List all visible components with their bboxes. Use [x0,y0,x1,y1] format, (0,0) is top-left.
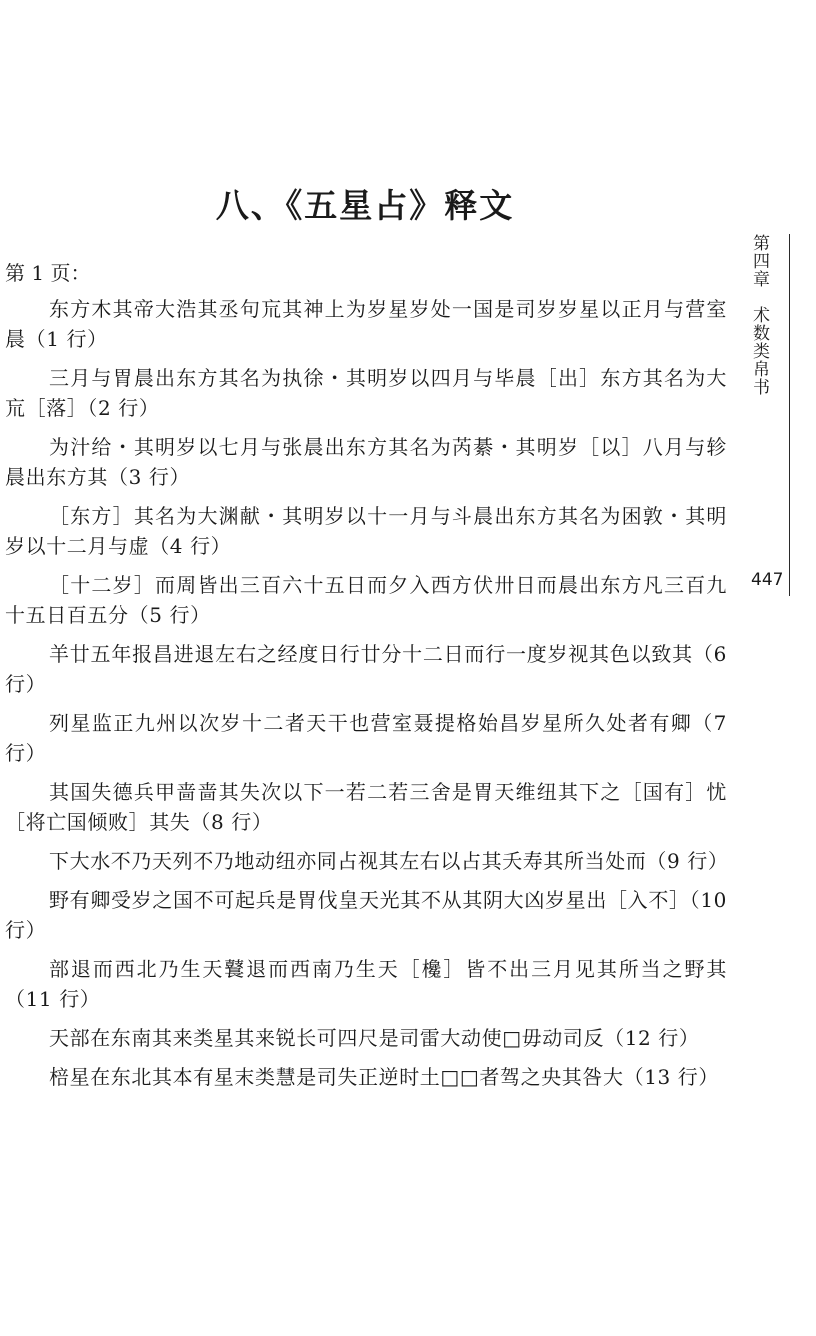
transcription-line: 列星监正九州以次岁十二者天干也营室聂提格始昌岁星所久处者有卿（7 行） [5,711,727,765]
transcription-line: 三月与胃晨出东方其名为执徐・其明岁以四月与毕晨［出］东方其名为大巟［落］（2 行） [5,366,727,420]
transcription-line: 部退而西北乃生天鼚退而西南乃生天［欃］皆不出三月见其所当之野其（11 行） [5,957,727,1011]
chapter-label: 第四章 术数类帛书 [749,234,769,396]
page-title: 八、《五星占》释文 [215,186,515,225]
transcription-line: ［东方］其名为大渊献・其明岁以十一月与斗晨出东方其名为困敦・其明岁以十二月与虚（4 行） [5,504,727,558]
transcription-line: 为汁给・其明岁以七月与张晨出东方其名为芮綦・其明岁［以］八月与轸晨出东方其（3 行） [5,435,727,489]
transcription-body [5,258,727,1101]
transcription-line: 东方木其帝大浩其丞句巟其神上为岁星岁处一国是司岁岁星以正月与营室晨（1 行） [5,297,727,351]
page-number: 447 [751,570,784,590]
transcription-line: 棓星在东北其本有星末类慧是司失正逆时土□□者驾之央其咎大（13 行） [49,1065,719,1089]
page-label: 第 1 页： [5,261,91,285]
chapter-side-tab [741,234,790,596]
transcription-line: 野有卿受岁之国不可起兵是胃伐皇天光其不从其阴大凶岁星出［入不］（10 行） [5,888,727,942]
transcription-line: 天部在东南其来类星其来锐长可四尺是司雷大动使□毋动司反（12 行） [49,1026,700,1050]
transcription-line: 羊廿五年报昌进退左右之经度日行廿分十二日而行一度岁视其色以致其（6 行） [5,642,727,696]
transcription-line: 其国失德兵甲啬啬其失次以下一若二若三舍是胃天维纽其下之［国有］忧［将亡国倾败］其失（8 行） [5,780,727,834]
transcription-line: ［十二岁］而周皆出三百六十五日而夕入西方伏卅日而晨出东方凡三百九十五日百五分（5 行） [5,573,727,627]
transcription-line: 下大水不乃天列不乃地动纽亦同占视其左右以占其夭寿其所当处而（9 行） [49,849,729,873]
